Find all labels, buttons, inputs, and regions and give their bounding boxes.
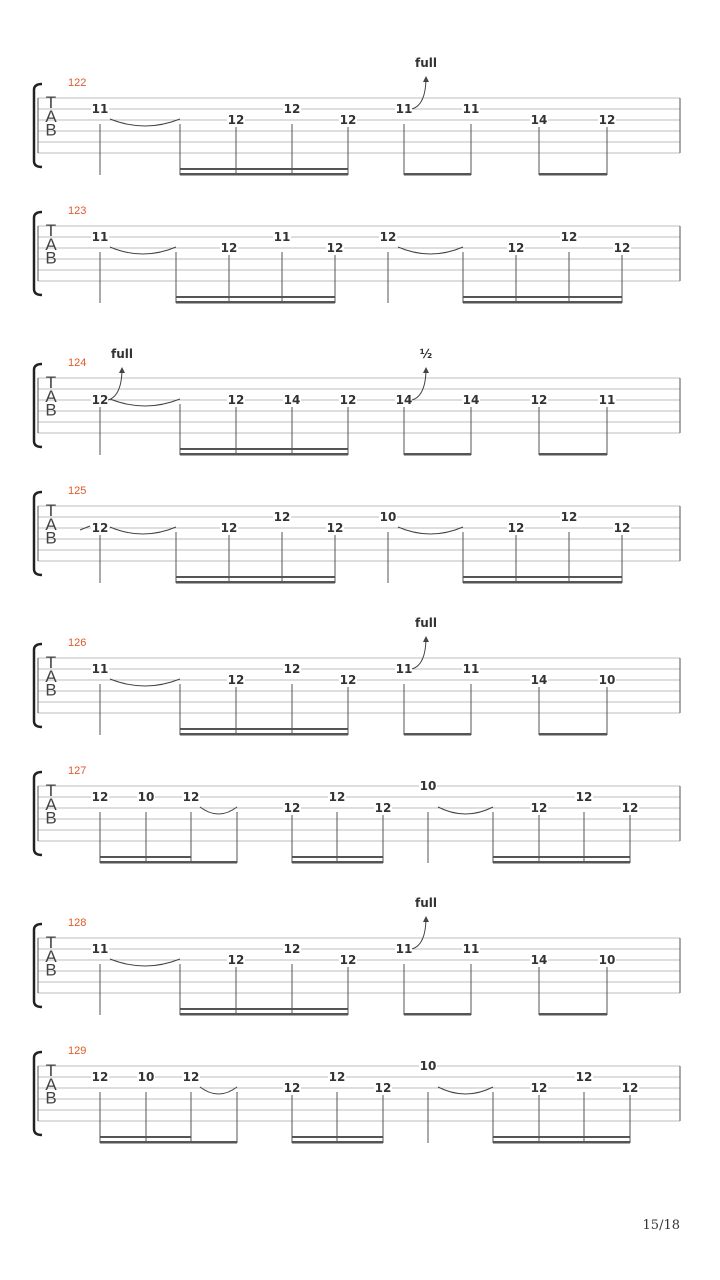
beam: [100, 1141, 237, 1144]
tab-clef-letter: A: [45, 386, 57, 406]
tab-clef-letter: T: [45, 933, 57, 952]
bend-arrowhead: [423, 76, 429, 82]
tab-clef-letter: T: [45, 653, 57, 672]
fret-number: 12: [91, 393, 109, 407]
fret-number: 12: [283, 801, 301, 815]
fret-number: 12: [273, 510, 291, 524]
fret-number: 12: [575, 1070, 593, 1084]
tab-system: [34, 616, 680, 736]
fret-number: 12: [326, 241, 344, 255]
fret-number: 12: [613, 521, 631, 535]
fret-number: 11: [91, 102, 109, 116]
fret-number: 12: [339, 673, 357, 687]
fret-number: 12: [283, 102, 301, 116]
fret-number: 10: [419, 1059, 437, 1073]
bend-label: ½: [419, 347, 433, 361]
fret-number: 11: [598, 393, 616, 407]
beam: [100, 861, 237, 864]
fret-number: 10: [419, 779, 437, 793]
fret-number: 14: [530, 113, 548, 127]
tab-clef-letter: A: [45, 794, 57, 814]
measure-number: 125: [68, 485, 87, 497]
beam-secondary: [493, 1136, 630, 1138]
beam: [539, 173, 607, 176]
beam-secondary: [100, 1136, 191, 1138]
fret-number: 14: [530, 953, 548, 967]
tab-clef-letter: B: [45, 680, 57, 700]
tab-system: [34, 56, 680, 176]
beam: [404, 173, 471, 176]
tab-clef-letter: B: [45, 1088, 57, 1108]
fret-number: 12: [283, 662, 301, 676]
fret-number: 14: [283, 393, 301, 407]
beam: [493, 1141, 630, 1144]
beam: [539, 453, 607, 456]
fret-number: 12: [283, 942, 301, 956]
measure-number: 129: [68, 1045, 87, 1057]
bend-label: full: [111, 347, 133, 361]
measure-number: 123: [68, 205, 87, 217]
fret-number: 12: [560, 230, 578, 244]
beam-secondary: [292, 1136, 383, 1138]
fret-number: 11: [395, 102, 413, 116]
fret-number: 12: [339, 393, 357, 407]
fret-number: 10: [598, 953, 616, 967]
tab-clef-letter: T: [45, 93, 57, 112]
fret-number: 10: [137, 790, 155, 804]
fret-number: 12: [621, 801, 639, 815]
beam: [463, 301, 622, 304]
tab-clef-letter: B: [45, 248, 57, 268]
measure-number: 127: [68, 765, 87, 777]
beam: [180, 173, 348, 176]
tab-clef-letter: B: [45, 960, 57, 980]
beam-secondary: [180, 168, 348, 170]
fret-number: 12: [374, 801, 392, 815]
beam-secondary: [180, 448, 348, 450]
fret-number: 11: [462, 662, 480, 676]
fret-number: 12: [613, 241, 631, 255]
fret-number: 12: [328, 1070, 346, 1084]
fret-number: 12: [339, 953, 357, 967]
tab-system: [34, 347, 680, 456]
tab-clef-letter: A: [45, 666, 57, 686]
fret-number: 10: [598, 673, 616, 687]
beam-secondary: [463, 576, 622, 578]
tab-clef-letter: T: [45, 221, 57, 240]
beam: [493, 861, 630, 864]
fret-number: 10: [137, 1070, 155, 1084]
fret-number: 14: [462, 393, 480, 407]
fret-number: 12: [220, 241, 238, 255]
beam: [176, 581, 335, 584]
fret-number: 11: [91, 230, 109, 244]
fret-number: 12: [507, 521, 525, 535]
beam: [404, 1013, 471, 1016]
fret-number: 14: [530, 673, 548, 687]
fret-number: 12: [182, 790, 200, 804]
fret-number: 12: [328, 790, 346, 804]
fret-number: 14: [395, 393, 413, 407]
beam: [292, 861, 383, 864]
bend-arrowhead: [423, 636, 429, 642]
fret-number: 12: [220, 521, 238, 535]
beam: [180, 733, 348, 736]
tab-clef-letter: A: [45, 234, 57, 254]
bend-label: full: [415, 896, 437, 910]
fret-number: 12: [227, 113, 245, 127]
fret-number: 12: [182, 1070, 200, 1084]
measure-number: 122: [68, 77, 87, 89]
fret-number: 12: [339, 113, 357, 127]
beam: [463, 581, 622, 584]
tab-clef-letter: A: [45, 1074, 57, 1094]
bend-arrowhead: [423, 916, 429, 922]
tab-clef-letter: T: [45, 373, 57, 392]
fret-number: 12: [227, 393, 245, 407]
tab-system: [34, 1045, 680, 1144]
fret-number: 10: [379, 510, 397, 524]
beam-secondary: [463, 296, 622, 298]
bend-arrowhead: [423, 367, 429, 373]
tab-clef-letter: A: [45, 946, 57, 966]
tab-system: [34, 485, 680, 584]
beam-secondary: [176, 296, 335, 298]
tab-clef-letter: B: [45, 528, 57, 548]
fret-number: 12: [326, 521, 344, 535]
tab-system: [34, 765, 680, 864]
beam-secondary: [493, 856, 630, 858]
fret-number: 11: [273, 230, 291, 244]
tab-clef-letter: B: [45, 120, 57, 140]
beam: [404, 453, 471, 456]
tab-clef-letter: T: [45, 501, 57, 520]
fret-number: 12: [379, 230, 397, 244]
beam-secondary: [100, 856, 191, 858]
fret-number: 12: [621, 1081, 639, 1095]
page-number: 15/18: [642, 1218, 680, 1233]
fret-number: 11: [91, 662, 109, 676]
beam-secondary: [180, 728, 348, 730]
bend-label: full: [415, 56, 437, 70]
fret-number: 12: [560, 510, 578, 524]
fret-number: 11: [91, 942, 109, 956]
tab-clef-letter: B: [45, 808, 57, 828]
tab-system: [34, 205, 680, 304]
beam: [176, 301, 335, 304]
tab-clef-letter: T: [45, 1061, 57, 1080]
tab-clef-letter: B: [45, 400, 57, 420]
fret-number: 12: [91, 521, 109, 535]
fret-number: 12: [227, 953, 245, 967]
bend-arrowhead: [119, 367, 125, 373]
fret-number: 12: [598, 113, 616, 127]
fret-number: 12: [91, 1070, 109, 1084]
bend-label: full: [415, 616, 437, 630]
beam-secondary: [292, 856, 383, 858]
tab-system: [34, 896, 680, 1016]
fret-number: 12: [227, 673, 245, 687]
fret-number: 11: [395, 942, 413, 956]
fret-number: 12: [91, 790, 109, 804]
fret-number: 12: [507, 241, 525, 255]
fret-number: 12: [530, 1081, 548, 1095]
fret-number: 11: [395, 662, 413, 676]
tab-clef-letter: T: [45, 781, 57, 800]
beam: [180, 453, 348, 456]
beam: [404, 733, 471, 736]
fret-number: 12: [283, 1081, 301, 1095]
beam: [539, 733, 607, 736]
beam: [292, 1141, 383, 1144]
beam-secondary: [180, 1008, 348, 1010]
fret-number: 12: [530, 801, 548, 815]
fret-number: 12: [374, 1081, 392, 1095]
tab-clef-letter: A: [45, 514, 57, 534]
tab-clef-letter: A: [45, 106, 57, 126]
fret-number: 11: [462, 102, 480, 116]
beam: [539, 1013, 607, 1016]
beam: [180, 1013, 348, 1016]
measure-number: 124: [68, 357, 87, 369]
measure-number: 128: [68, 917, 87, 929]
fret-number: 11: [462, 942, 480, 956]
fret-number: 12: [575, 790, 593, 804]
fret-number: 12: [530, 393, 548, 407]
measure-number: 126: [68, 637, 87, 649]
beam-secondary: [176, 576, 335, 578]
